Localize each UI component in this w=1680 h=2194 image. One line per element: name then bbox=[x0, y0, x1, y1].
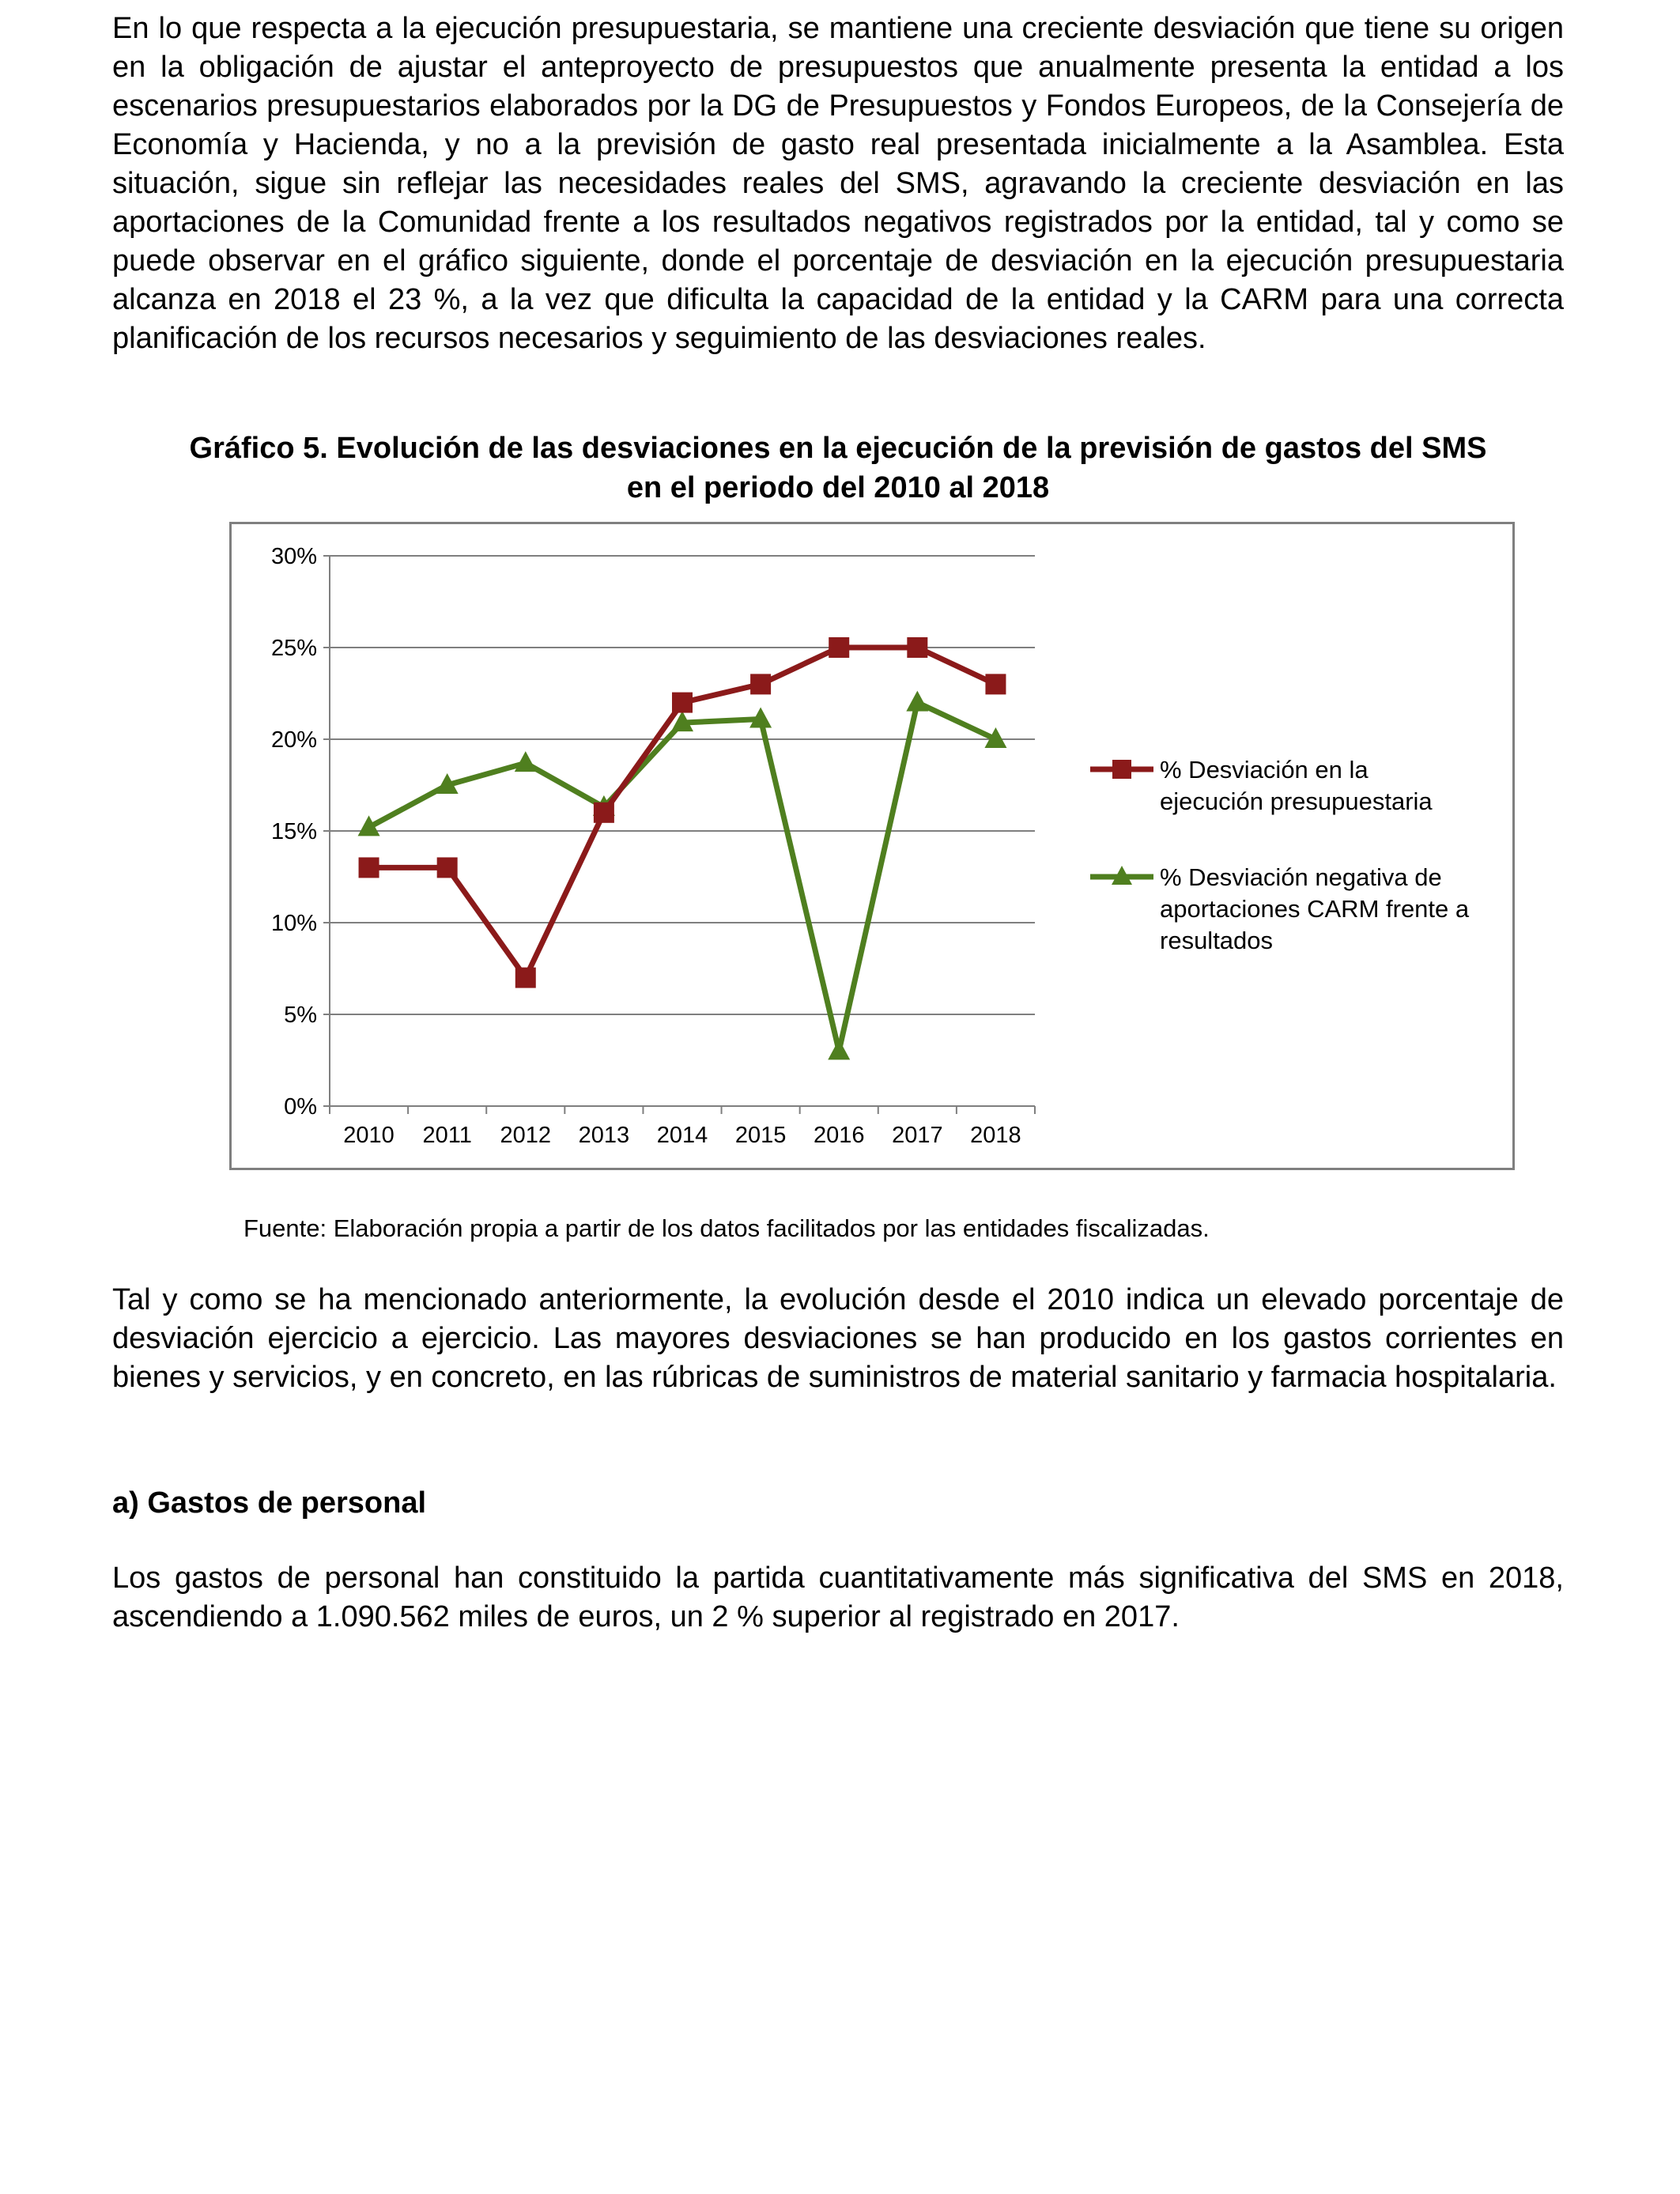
x-tick-label: 2011 bbox=[422, 1123, 472, 1148]
evolution-paragraph: Tal y como se ha mencionado anteriormente, la evolución desde el 2010 indica un elevado porcentaje de desviación ejercicio a ejercicio. Las mayores desviaciones se han producido en los gastos corrientes en bienes y servicios, y en concreto, en las rúbricas de suministros de material sanitario y farmacia hospitalaria. bbox=[112, 1283, 1564, 1394]
legend-label: ejecución presupuestaria bbox=[1160, 787, 1433, 815]
figure-title-line-1: Gráfico 5. Evolución de las desviaciones en la ejecución de la previsión de gastos del SMS bbox=[189, 432, 1487, 465]
data-point bbox=[672, 693, 693, 713]
figure-title bbox=[112, 429, 1564, 508]
data-point bbox=[828, 1039, 850, 1059]
intro-paragraph: En lo que respecta a la ejecución presupuestaria, se mantiene una creciente desviación que tiene su origen en la obligación de ajustar el anteproyecto de presupuestos que anualmente presenta la entidad a los escenarios presupuestarios elaborados por la DG de Presupuestos y Fondos Europeos, de la Consejería de Economía y Hacienda, y no a la previsión de gasto real presentada inicialmente a la Asamblea. Esta situación, sigue sin reflejar las necesidades reales del SMS, agravando la creciente desviación en las aportaciones de la Comunidad frente a los resultados negativos registrados por la entidad, tal y como se puede observar en el gráfico siguiente, donde el porcentaje de desviación en la ejecución presupuestaria alcanza en 2018 el 23 %, a la vez que dificulta la capacidad de la entidad y la CARM para una correcta planificación de los recursos necesarios y seguimiento de las desviaciones reales. bbox=[112, 12, 1564, 355]
chart-frame bbox=[229, 522, 1515, 1170]
legend-label: aportaciones CARM frente a bbox=[1160, 895, 1470, 923]
legend-label: % Desviación en la bbox=[1160, 756, 1369, 784]
x-tick-label: 2013 bbox=[578, 1123, 630, 1148]
y-tick-label: 15% bbox=[270, 819, 317, 844]
x-tick-label: 2015 bbox=[734, 1123, 787, 1148]
x-tick-label: 2010 bbox=[343, 1123, 395, 1148]
personnel-paragraph: Los gastos de personal han constituido la partida cuantitativamente más significativa del SMS en 2018, ascendiendo a 1.090.562 miles de euros, un 2 % superior al registrado en 2017. bbox=[112, 1561, 1564, 1633]
x-tick-label: 2018 bbox=[970, 1123, 1021, 1148]
legend-marker bbox=[1112, 760, 1131, 779]
x-tick-label: 2017 bbox=[892, 1123, 943, 1148]
y-tick-label: 0% bbox=[284, 1094, 317, 1120]
data-point bbox=[515, 968, 536, 988]
data-point bbox=[985, 674, 1006, 694]
data-point bbox=[829, 637, 849, 658]
y-tick-label: 30% bbox=[270, 544, 317, 569]
figure-title-line-2: en el periodo del 2010 al 2018 bbox=[626, 471, 1050, 504]
figure-source: Fuente: Elaboración propia a partir de los datos facilitados por las entidades fiscalizadas. bbox=[244, 1214, 1210, 1242]
y-tick-label: 5% bbox=[284, 1003, 317, 1028]
data-point bbox=[594, 802, 614, 823]
section-heading: a) Gastos de personal bbox=[112, 1486, 427, 1520]
data-point bbox=[906, 691, 928, 712]
line-chart bbox=[232, 524, 1512, 1168]
y-tick-label: 25% bbox=[270, 636, 317, 661]
y-tick-label: 10% bbox=[270, 911, 317, 936]
data-point bbox=[750, 674, 771, 694]
legend-label: resultados bbox=[1160, 927, 1274, 954]
x-tick-label: 2012 bbox=[500, 1123, 552, 1148]
data-point bbox=[359, 857, 379, 878]
legend-label: % Desviación negativa de bbox=[1160, 863, 1442, 891]
y-tick-label: 20% bbox=[270, 727, 317, 753]
data-point bbox=[515, 751, 537, 772]
x-tick-label: 2016 bbox=[813, 1123, 865, 1148]
data-point bbox=[437, 857, 458, 878]
series-line bbox=[369, 703, 996, 1052]
x-tick-label: 2014 bbox=[656, 1123, 708, 1148]
data-point bbox=[907, 637, 927, 658]
